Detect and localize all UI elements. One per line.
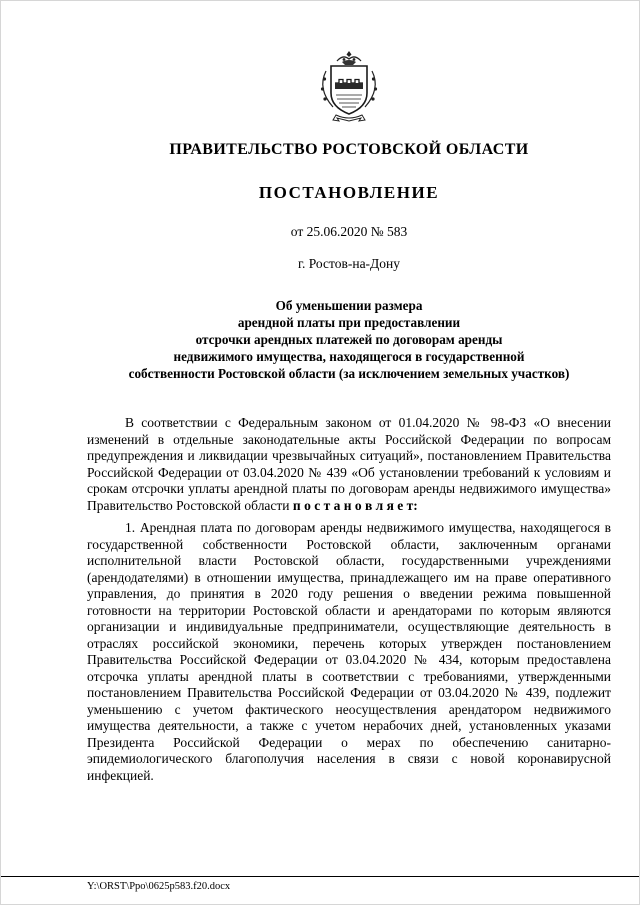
footer-file-path	[1, 876, 639, 892]
intro-paragraph-text: В соответствии с Федеральным законом от 01.04.2020 № 98-ФЗ «О внесении изменений в отдельные законодательные акты Российской Федерации по вопросам предупреждения и ликвидации чрезвычайных ситуаций», постановлением Правительства Российской Федерации от 03.04.2020 № 439 «Об установлении требований к условиям и срокам отсрочки уплаты арендной платы по договорам аренды недвижимого имущества» Правительство Ростовской области	[87, 415, 611, 513]
file-path-text: Y:\ORST\Ppo\0625p583.f20.docx	[87, 881, 231, 892]
emblem-container	[87, 1, 611, 123]
item-1-paragraph: 1. Арендная плата по договорам аренды недвижимого имущества, находящегося в государственной собственности Ростовской области, заключенным органами исполнительной власти Ростовской области, государственными учреждениями (арендодателями) в отношении имущества, принадлежащего им на праве оперативного управления, до принятия в 2020 году решения о введении режима повышенной готовности на территории Ростовской области и арендаторами по которым являются организации и индивидуальные предприниматели, осуществляющие деятельность в отраслях российской экономики, перечень которых утвержден постановлением Правительства Российской Федерации от 03.04.2020 № 434, которым предоставлена отсрочка уплаты арендной платы в соответствии с требованиями, утвержденными постановлением Правительства Российской Федерации от 03.04.2020 № 439, подлежит уменьшению с учетом фактического неосуществления арендатором недвижимого имущества деятельности, а также с учетом нерабочих дней, установленных указами Президента Российской Федерации о мерах по обеспечению санитарно-эпидемиологического благополучия населения в связи с новой коронавирусной инфекцией.	[87, 520, 611, 783]
subject-line: отсрочки арендных платежей по договорам аренды	[195, 332, 503, 347]
intro-paragraph	[87, 415, 611, 514]
city-line: г. Ростов-на-Дону	[297, 256, 400, 271]
subject-line: Об уменьшении размера	[275, 298, 423, 313]
rostov-coat-of-arms-icon	[316, 49, 382, 123]
date-number-line: от 25.06.2020 № 583	[290, 224, 408, 239]
subject-title-block	[87, 297, 611, 382]
document-type-title: ПОСТАНОВЛЕНИЕ	[258, 183, 440, 202]
subject-line: недвижимого имущества, находящегося в государственной	[173, 349, 525, 364]
resolves-keyword: п о с т а н о в л я е т:	[292, 497, 418, 513]
document-body	[87, 415, 611, 784]
subject-line: арендной платы при предоставлении	[237, 315, 461, 330]
subject-line: собственности Ростовской области (за исключением земельных участков)	[128, 366, 570, 381]
organization-name: ПРАВИТЕЛЬСТВО РОСТОВСКОЙ ОБЛАСТИ	[169, 141, 529, 158]
content-area	[87, 1, 611, 784]
